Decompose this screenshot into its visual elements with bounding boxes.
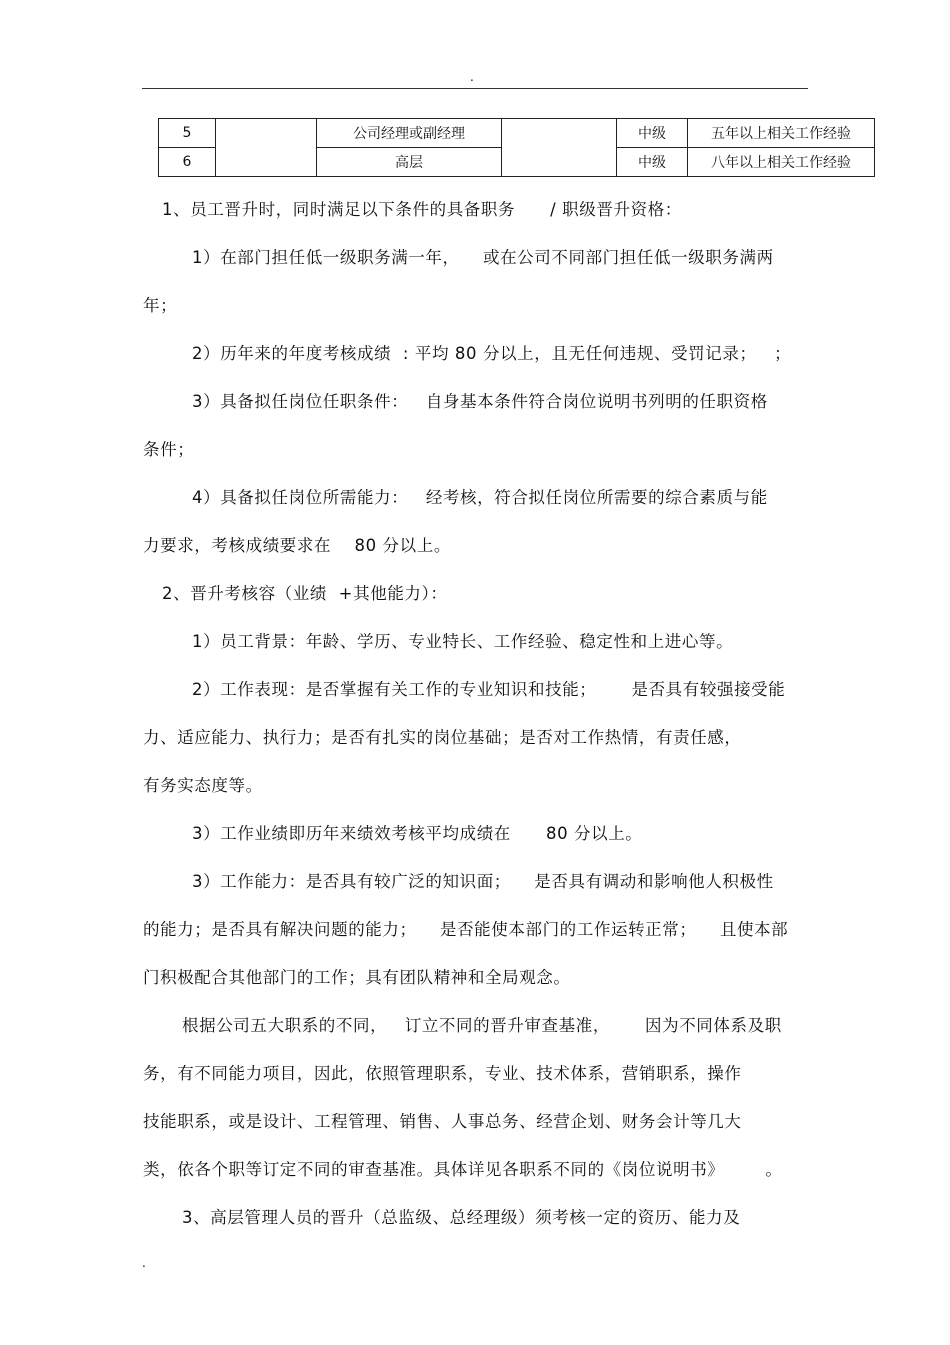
level-cell: 中级 xyxy=(617,119,688,148)
table-cell xyxy=(216,119,317,177)
body-line: 4）具备拟任岗位所需能力： 经考核，符合拟任岗位所需要的综合素质与能 xyxy=(192,488,768,507)
body-line: 1）在部门担任低一级职务满一年， 或在公司不同部门担任低一级职务满两 xyxy=(192,248,774,267)
header-mark: . xyxy=(470,70,474,84)
body-line: 条件； xyxy=(143,440,195,459)
section-2-heading: 2、晋升考核容（业绩 +其他能力）： xyxy=(162,584,448,603)
body-line: 力要求，考核成绩要求在 80 分以上。 xyxy=(143,536,451,555)
table-row xyxy=(159,119,875,148)
position-table xyxy=(158,118,875,177)
section-3-heading: 3、高层管理人员的晋升（总监级、总经理级）须考核一定的资历、能力及 xyxy=(182,1208,741,1227)
body-line: 2）历年来的年度考核成绩 : 平均 80 分以上，且无任何违规、受罚记录； ； xyxy=(192,344,792,363)
level-cell: 中级 xyxy=(617,148,688,177)
header-rule xyxy=(142,88,808,89)
row-number: 6 xyxy=(159,148,216,177)
body-line: 类，依各个职等订定不同的审查基准。具体详见各职系不同的《岗位说明书》 。 xyxy=(143,1160,783,1179)
table-cell xyxy=(502,119,617,177)
body-line: 3）具备拟任岗位任职条件： 自身基本条件符合岗位说明书列明的任职资格 xyxy=(192,392,768,411)
body-line: 根据公司五大职系的不同， 订立不同的晋升审查基准， 因为不同体系及职 xyxy=(182,1016,782,1035)
body-line: 2）工作表现：是否掌握有关工作的专业知识和技能； 是否具有较强接受能 xyxy=(192,680,786,699)
body-line: 3）工作业绩即历年来绩效考核平均成绩在 80 分以上。 xyxy=(192,824,643,843)
body-line: 的能力；是否具有解决问题的能力； 是否能使本部门的工作运转正常； 且使本部 xyxy=(143,920,789,939)
footer-mark: . xyxy=(142,1256,146,1270)
body-line: 力、适应能力、执行力；是否有扎实的岗位基础；是否对工作热情，有责任感， xyxy=(143,728,742,747)
requirement-cell: 五年以上相关工作经验 xyxy=(688,119,875,148)
body-line: 技能职系，或是设计、工程管理、销售、人事总务、经营企划、财务会计等几大 xyxy=(143,1112,742,1131)
row-number: 5 xyxy=(159,119,216,148)
body-line: 1）员工背景：年龄、学历、专业特长、工作经验、稳定性和上进心等。 xyxy=(192,632,734,651)
position-cell: 公司经理或副经理 xyxy=(317,119,502,148)
requirement-cell: 八年以上相关工作经验 xyxy=(688,148,875,177)
body-line: 务，有不同能力项目，因此，依照管理职系，专业、技术体系，营销职系，操作 xyxy=(143,1064,742,1083)
body-line: 有务实态度等。 xyxy=(143,776,263,795)
body-line: 门积极配合其他部门的工作；具有团队精神和全局观念。 xyxy=(143,968,571,987)
body-line: 年； xyxy=(143,296,178,315)
body-line: 3）工作能力：是否具有较广泛的知识面； 是否具有调动和影响他人积极性 xyxy=(192,872,774,891)
section-1-heading: 1、员工晋升时，同时满足以下条件的具备职务 / 职级晋升资格： xyxy=(162,200,682,219)
position-cell: 高层 xyxy=(317,148,502,177)
